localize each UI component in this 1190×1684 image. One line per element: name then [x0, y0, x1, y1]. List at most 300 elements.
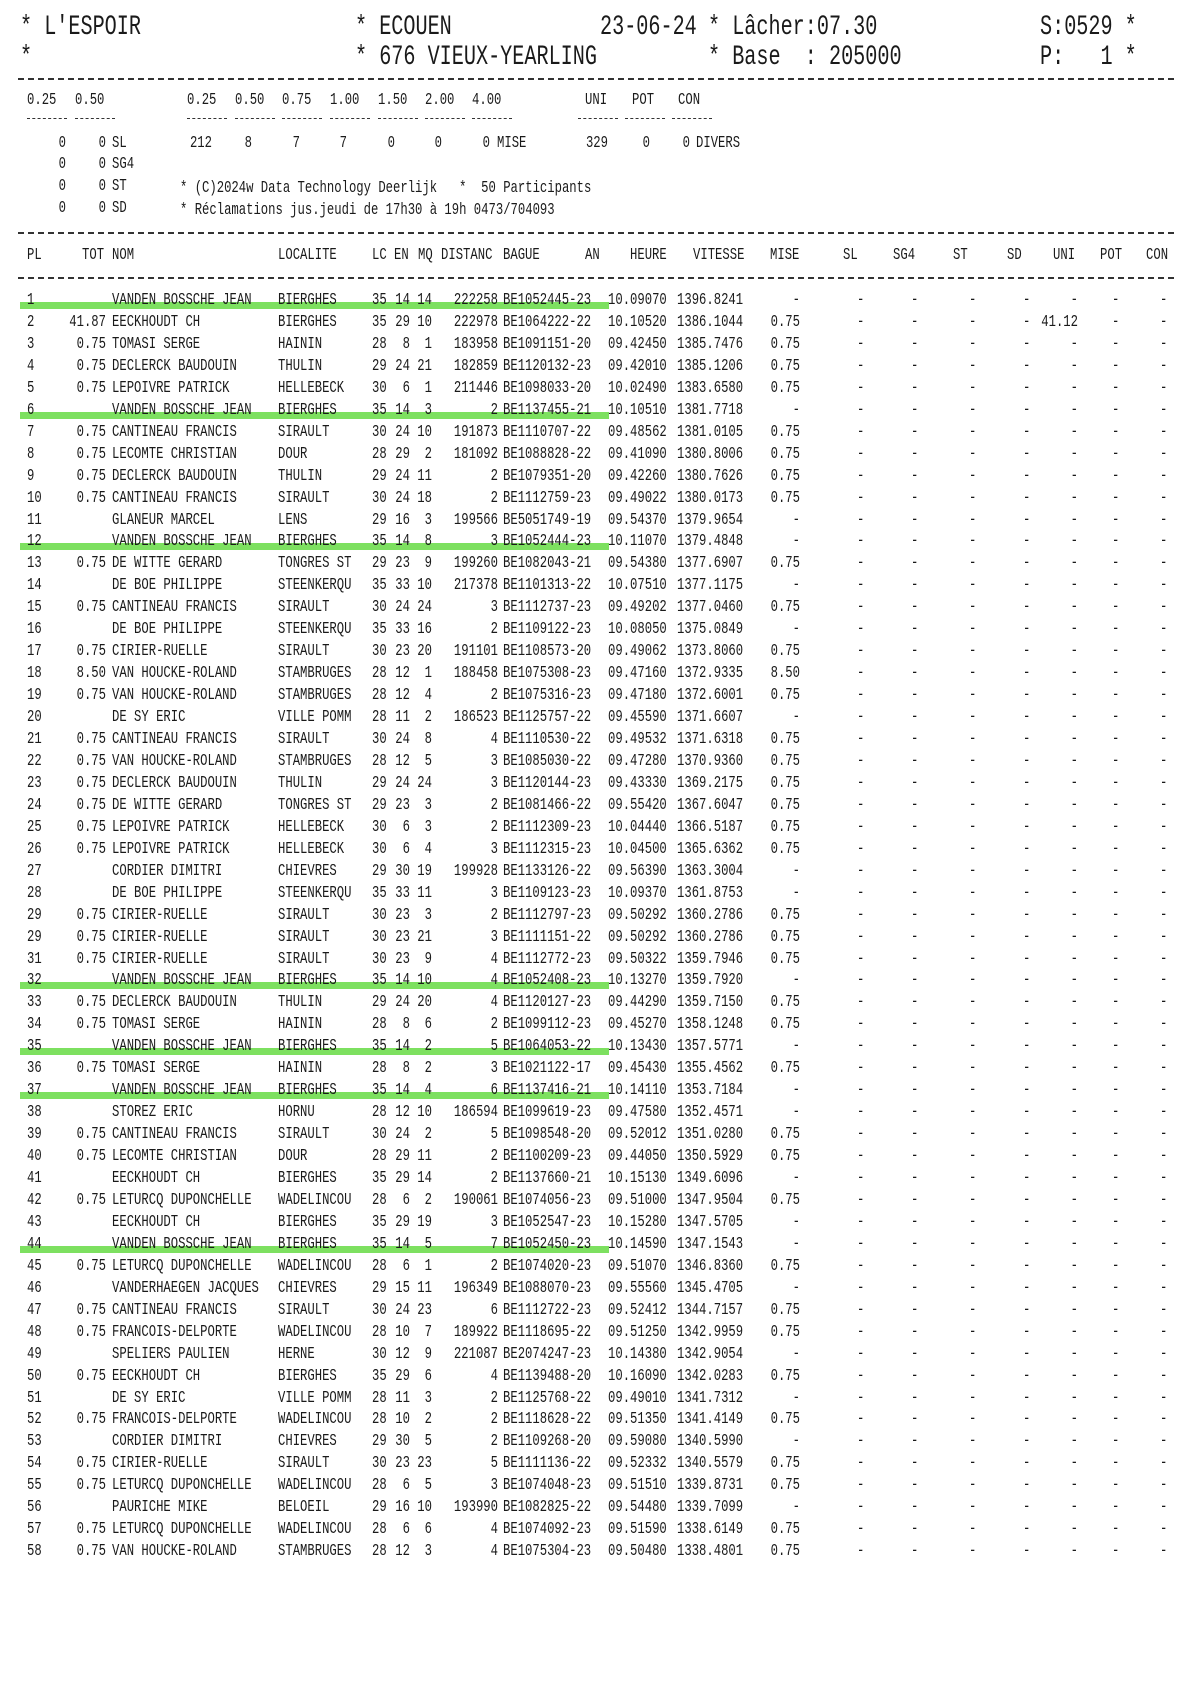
- col-nom: CIRIER-RUELLE: [112, 906, 208, 925]
- col-empty: -: [1160, 1213, 1168, 1232]
- col-en: 29: [395, 1213, 410, 1232]
- col-localite: BIERGHES: [278, 401, 337, 420]
- col-empty: -: [1160, 1432, 1168, 1451]
- col-nom: EECKHOUDT CH: [112, 313, 201, 332]
- col-mise: -: [792, 1235, 800, 1254]
- col-empty: -: [1160, 445, 1168, 464]
- col-empty: -: [911, 1081, 919, 1100]
- col-empty: -: [857, 906, 865, 925]
- col-bague: BE1112772-23: [503, 950, 592, 969]
- col-empty: -: [1112, 993, 1120, 1012]
- stake-value: 0: [58, 134, 66, 153]
- col-uni: -: [1070, 1542, 1078, 1561]
- col-mise: -: [792, 1037, 800, 1056]
- column-header: NOM: [112, 246, 135, 265]
- club-star: *: [20, 42, 33, 73]
- col-empty: -: [911, 708, 919, 727]
- col-empty: -: [1112, 1169, 1120, 1188]
- col-heure: 09.56390: [608, 862, 667, 881]
- col-heure: 10.10520: [608, 313, 667, 332]
- col-mq: 11: [417, 1147, 432, 1166]
- col-empty: -: [1023, 1498, 1031, 1517]
- col-mise: 0.75: [770, 1476, 800, 1495]
- col-mq: 5: [424, 1235, 432, 1254]
- col-empty: -: [1023, 1103, 1031, 1122]
- col-nom: TOMASI SERGE: [112, 1059, 201, 1078]
- col-heure: 10.13270: [608, 971, 667, 990]
- col-vitesse: 1365.6362: [677, 840, 744, 859]
- col-bague: BE1075316-23: [503, 686, 592, 705]
- col-empty: -: [1112, 1389, 1120, 1408]
- col-bague: BE1052547-23: [503, 1213, 592, 1232]
- col-bague: BE1112722-23: [503, 1301, 592, 1320]
- col-empty: -: [857, 1498, 865, 1517]
- col-pl: 23: [27, 774, 42, 793]
- col-empty: -: [857, 1323, 865, 1342]
- col-empty: -: [857, 1235, 865, 1254]
- col-tot: 0.75: [76, 1257, 106, 1276]
- col-lc: 35: [372, 576, 387, 595]
- col-empty: -: [1112, 1410, 1120, 1429]
- col-empty: -: [1023, 862, 1031, 881]
- col-empty: -: [911, 554, 919, 573]
- col-empty: -: [1160, 313, 1168, 332]
- col-empty: -: [1160, 1191, 1168, 1210]
- col-empty: -: [1023, 1542, 1031, 1561]
- col-pl: 55: [27, 1476, 42, 1495]
- col-nom: TOMASI SERGE: [112, 335, 201, 354]
- col-heure: 09.43330: [608, 774, 667, 793]
- col-empty: -: [1112, 642, 1120, 661]
- col-mise: 0.75: [770, 818, 800, 837]
- col-pl: 18: [27, 664, 42, 683]
- col-empty: -: [857, 1542, 865, 1561]
- col-en: 15: [395, 1279, 410, 1298]
- col-empty: -: [1160, 1037, 1168, 1056]
- column-header: LOCALITE: [278, 246, 337, 265]
- stake-header: POT: [632, 91, 655, 110]
- col-mq: 19: [417, 862, 432, 881]
- col-empty: -: [911, 445, 919, 464]
- col-empty: -: [969, 423, 977, 442]
- col-heure: 09.42260: [608, 467, 667, 486]
- col-distanc: 3: [490, 532, 498, 551]
- col-empty: -: [911, 1235, 919, 1254]
- col-empty: -: [857, 423, 865, 442]
- col-lc: 28: [372, 1257, 387, 1276]
- col-empty: -: [1160, 1498, 1168, 1517]
- col-empty: -: [1023, 1345, 1031, 1364]
- col-mq: 3: [424, 511, 432, 530]
- stake-label: SG4: [112, 155, 135, 174]
- header-divider: [18, 78, 1174, 80]
- col-bague: BE1101313-22: [503, 576, 592, 595]
- col-localite: SIRAULT: [278, 928, 330, 947]
- col-distanc: 217378: [453, 576, 498, 595]
- col-nom: LECOMTE CHRISTIAN: [112, 445, 237, 464]
- col-empty: -: [969, 1498, 977, 1517]
- col-empty: -: [1023, 818, 1031, 837]
- col-empty: -: [911, 401, 919, 420]
- col-tot: 0.75: [76, 1059, 106, 1078]
- col-empty: -: [969, 686, 977, 705]
- col-localite: STAMBRUGES: [278, 752, 352, 771]
- col-empty: -: [1112, 335, 1120, 354]
- col-localite: STAMBRUGES: [278, 664, 352, 683]
- col-uni: -: [1070, 971, 1078, 990]
- col-distanc: 3: [490, 840, 498, 859]
- col-vitesse: 1373.8060: [677, 642, 744, 661]
- col-bague: BE1112309-23: [503, 818, 592, 837]
- stake-header: 1.00: [330, 91, 360, 110]
- col-vitesse: 1342.9959: [677, 1323, 744, 1342]
- col-nom: CANTINEAU FRANCIS: [112, 423, 237, 442]
- col-vitesse: 1377.6907: [677, 554, 744, 573]
- col-mq: 3: [424, 818, 432, 837]
- col-empty: -: [911, 1367, 919, 1386]
- col-empty: -: [857, 818, 865, 837]
- col-empty: -: [1112, 1235, 1120, 1254]
- col-nom: LEPOIVRE PATRICK: [112, 840, 230, 859]
- col-distanc: 5: [490, 1037, 498, 1056]
- col-mise: 0.75: [770, 379, 800, 398]
- col-empty: -: [1112, 1103, 1120, 1122]
- col-empty: -: [1023, 993, 1031, 1012]
- col-mise: 0.75: [770, 554, 800, 573]
- column-header: SD: [1007, 246, 1022, 265]
- col-empty: -: [969, 576, 977, 595]
- col-lc: 30: [372, 1345, 387, 1364]
- col-lc: 30: [372, 379, 387, 398]
- col-mq: 5: [424, 752, 432, 771]
- club-name: * L'ESPOIR: [20, 12, 141, 43]
- col-vitesse: 1375.0849: [677, 620, 744, 639]
- col-nom: LECOMTE CHRISTIAN: [112, 1147, 237, 1166]
- col-pl: 47: [27, 1301, 42, 1320]
- col-pl: 22: [27, 752, 42, 771]
- col-distanc: 3: [490, 1213, 498, 1232]
- col-empty: -: [969, 993, 977, 1012]
- col-pl: 27: [27, 862, 42, 881]
- col-nom: DE BOE PHILIPPE: [112, 576, 223, 595]
- col-empty: -: [1160, 796, 1168, 815]
- col-mq: 2: [424, 1059, 432, 1078]
- col-localite: BELOEIL: [278, 1498, 330, 1517]
- col-vitesse: 1371.6318: [677, 730, 744, 749]
- divers-total: 0: [682, 134, 690, 153]
- col-empty: -: [969, 862, 977, 881]
- col-heure: 09.52332: [608, 1454, 667, 1473]
- col-empty: -: [969, 1279, 977, 1298]
- stake-underline: [378, 118, 418, 119]
- col-mise: 0.75: [770, 489, 800, 508]
- stake-header: 0.50: [75, 91, 105, 110]
- col-mq: 5: [424, 1432, 432, 1451]
- col-vitesse: 1381.0105: [677, 423, 744, 442]
- col-uni: -: [1070, 862, 1078, 881]
- copyright-line: * (C)2024w Data Technology Deerlijk * 50 Participants: [180, 179, 592, 198]
- col-vitesse: 1355.4562: [677, 1059, 744, 1078]
- stake-underline: [330, 118, 370, 119]
- col-uni: -: [1070, 840, 1078, 859]
- col-mise: 0.75: [770, 598, 800, 617]
- col-pl: 19: [27, 686, 42, 705]
- col-lc: 28: [372, 1147, 387, 1166]
- col-empty: -: [1160, 1410, 1168, 1429]
- col-empty: -: [857, 1345, 865, 1364]
- column-header: SL: [843, 246, 858, 265]
- col-tot: 0.75: [76, 1191, 106, 1210]
- col-lc: 28: [372, 752, 387, 771]
- col-empty: -: [969, 445, 977, 464]
- col-bague: BE1052408-23: [503, 971, 592, 990]
- col-empty: -: [1023, 1081, 1031, 1100]
- col-bague: BE1112737-23: [503, 598, 592, 617]
- col-mise: -: [792, 511, 800, 530]
- col-localite: STEENKERQU: [278, 884, 352, 903]
- col-empty: -: [1023, 291, 1031, 310]
- col-mq: 21: [417, 928, 432, 947]
- col-nom: VANDEN BOSSCHE JEAN: [112, 401, 252, 420]
- col-vitesse: 1372.6001: [677, 686, 744, 705]
- col-empty: -: [857, 467, 865, 486]
- col-bague: BE1074092-23: [503, 1520, 592, 1539]
- col-en: 29: [395, 1169, 410, 1188]
- col-empty: -: [1023, 906, 1031, 925]
- col-empty: -: [969, 532, 977, 551]
- col-pl: 57: [27, 1520, 42, 1539]
- col-heure: 09.55420: [608, 796, 667, 815]
- col-uni: -: [1070, 796, 1078, 815]
- col-heure: 09.51590: [608, 1520, 667, 1539]
- column-header: TOT: [82, 246, 105, 265]
- col-heure: 09.51510: [608, 1476, 667, 1495]
- mise-total: 212: [189, 134, 212, 153]
- col-nom: GLANEUR MARCEL: [112, 511, 215, 530]
- col-empty: -: [1112, 1454, 1120, 1473]
- col-distanc: 186523: [453, 708, 498, 727]
- col-lc: 35: [372, 401, 387, 420]
- col-empty: -: [1112, 467, 1120, 486]
- col-mq: 4: [424, 1081, 432, 1100]
- col-mq: 1: [424, 335, 432, 354]
- col-empty: -: [1112, 1213, 1120, 1232]
- col-mise: 0.75: [770, 906, 800, 925]
- col-uni: -: [1070, 401, 1078, 420]
- col-empty: -: [1023, 774, 1031, 793]
- col-nom: TOMASI SERGE: [112, 1015, 201, 1034]
- column-header: UNI: [1053, 246, 1076, 265]
- col-empty: -: [969, 1191, 977, 1210]
- col-mise: 0.75: [770, 1542, 800, 1561]
- col-empty: -: [1023, 664, 1031, 683]
- col-empty: -: [1160, 1476, 1168, 1495]
- col-en: 14: [395, 971, 410, 990]
- col-bague: BE1118695-22: [503, 1323, 592, 1342]
- col-empty: -: [857, 1213, 865, 1232]
- col-pl: 24: [27, 796, 42, 815]
- col-bague: BE1108573-20: [503, 642, 592, 661]
- col-tot: 0.75: [76, 554, 106, 573]
- col-heure: 09.51250: [608, 1323, 667, 1342]
- col-localite: HAININ: [278, 335, 323, 354]
- stake-header: 0.25: [187, 91, 217, 110]
- col-pl: 9: [27, 467, 35, 486]
- col-uni: -: [1070, 1191, 1078, 1210]
- col-heure: 09.49532: [608, 730, 667, 749]
- col-lc: 30: [372, 1125, 387, 1144]
- col-heure: 09.51350: [608, 1410, 667, 1429]
- col-distanc: 3: [490, 752, 498, 771]
- col-distanc: 2: [490, 1169, 498, 1188]
- col-mise: 0.75: [770, 1125, 800, 1144]
- col-uni: -: [1070, 1235, 1078, 1254]
- col-uni: -: [1070, 1432, 1078, 1451]
- col-localite: CHIEVRES: [278, 862, 337, 881]
- divers-total: 0: [642, 134, 650, 153]
- col-tot: 0.75: [76, 357, 106, 376]
- col-heure: 09.50292: [608, 928, 667, 947]
- col-empty: -: [1112, 730, 1120, 749]
- column-header: EN: [394, 246, 409, 265]
- col-distanc: 190061: [453, 1191, 498, 1210]
- column-header: BAGUE: [503, 246, 540, 265]
- col-heure: 09.45270: [608, 1015, 667, 1034]
- stake-underline: [578, 118, 618, 119]
- col-empty: -: [1160, 291, 1168, 310]
- col-mq: 2: [424, 1037, 432, 1056]
- col-lc: 35: [372, 1169, 387, 1188]
- stake-underline: [472, 118, 512, 119]
- claims-line: * Réclamations jus.jeudi de 17h30 à 19h 0473/704093: [180, 201, 555, 220]
- col-pl: 37: [27, 1081, 42, 1100]
- col-localite: BIERGHES: [278, 291, 337, 310]
- col-nom: CANTINEAU FRANCIS: [112, 598, 237, 617]
- col-lc: 35: [372, 1081, 387, 1100]
- col-pl: 36: [27, 1059, 42, 1078]
- col-empty: -: [911, 357, 919, 376]
- col-lc: 35: [372, 1235, 387, 1254]
- stake-underline: [282, 118, 322, 119]
- col-empty: -: [911, 1542, 919, 1561]
- col-localite: BIERGHES: [278, 971, 337, 990]
- col-empty: -: [911, 489, 919, 508]
- col-heure: 10.16090: [608, 1367, 667, 1386]
- col-empty: -: [969, 818, 977, 837]
- col-tot: 0.75: [76, 1125, 106, 1144]
- col-distanc: 4: [490, 1520, 498, 1539]
- col-tot: 0.75: [76, 379, 106, 398]
- col-en: 24: [395, 357, 410, 376]
- col-nom: DE WITTE GERARD: [112, 796, 223, 815]
- stake-header: CON: [678, 91, 701, 110]
- col-heure: 09.50292: [608, 906, 667, 925]
- col-mise: 0.75: [770, 993, 800, 1012]
- col-empty: -: [1023, 928, 1031, 947]
- col-mq: 10: [417, 1498, 432, 1517]
- col-heure: 09.42010: [608, 357, 667, 376]
- col-empty: -: [1023, 576, 1031, 595]
- col-heure: 10.15280: [608, 1213, 667, 1232]
- col-empty: -: [1112, 1191, 1120, 1210]
- col-mise: -: [792, 971, 800, 990]
- col-empty: -: [857, 1015, 865, 1034]
- col-pl: 28: [27, 884, 42, 903]
- col-tot: 0.75: [76, 993, 106, 1012]
- col-bague: BE1139488-20: [503, 1367, 592, 1386]
- col-tot: 0.75: [76, 445, 106, 464]
- col-empty: -: [1112, 1081, 1120, 1100]
- col-mise: 0.75: [770, 423, 800, 442]
- col-empty: -: [911, 511, 919, 530]
- col-empty: -: [1112, 1345, 1120, 1364]
- col-heure: 09.47280: [608, 752, 667, 771]
- col-uni: -: [1070, 1476, 1078, 1495]
- col-localite: SIRAULT: [278, 642, 330, 661]
- col-pl: 20: [27, 708, 42, 727]
- stake-header: 0.75: [282, 91, 312, 110]
- col-mise: -: [792, 862, 800, 881]
- col-localite: THULIN: [278, 774, 323, 793]
- col-distanc: 2: [490, 467, 498, 486]
- col-empty: -: [1112, 532, 1120, 551]
- col-mq: 3: [424, 1542, 432, 1561]
- col-vitesse: 1367.6047: [677, 796, 744, 815]
- col-mq: 8: [424, 730, 432, 749]
- col-uni: -: [1070, 598, 1078, 617]
- stake-value: 0: [98, 155, 106, 174]
- col-uni: -: [1070, 686, 1078, 705]
- col-heure: 09.54380: [608, 554, 667, 573]
- mise-total: 7: [339, 134, 347, 153]
- s-code: S:0529 *: [1040, 12, 1137, 43]
- col-empty: -: [969, 642, 977, 661]
- col-localite: THULIN: [278, 467, 323, 486]
- col-en: 23: [395, 928, 410, 947]
- col-empty: -: [857, 291, 865, 310]
- col-localite: SIRAULT: [278, 950, 330, 969]
- col-lc: 28: [372, 686, 387, 705]
- col-tot: 0.75: [76, 928, 106, 947]
- col-distanc: 4: [490, 950, 498, 969]
- mise-total: 0: [387, 134, 395, 153]
- stake-value: 0: [98, 199, 106, 218]
- col-empty: -: [911, 1389, 919, 1408]
- col-empty: -: [1160, 884, 1168, 903]
- col-empty: -: [969, 357, 977, 376]
- col-bague: BE1137660-21: [503, 1169, 592, 1188]
- col-distanc: 222258: [453, 291, 498, 310]
- col-distanc: 3: [490, 1476, 498, 1495]
- col-uni: -: [1070, 554, 1078, 573]
- col-empty: -: [1023, 1432, 1031, 1451]
- col-vitesse: 1396.8241: [677, 291, 744, 310]
- col-mise: 0.75: [770, 1015, 800, 1034]
- col-mq: 1: [424, 379, 432, 398]
- col-vitesse: 1372.9335: [677, 664, 744, 683]
- col-uni: -: [1070, 1345, 1078, 1364]
- col-nom: LEPOIVRE PATRICK: [112, 818, 230, 837]
- base-value: * Base : 205000: [708, 42, 902, 73]
- col-pl: 49: [27, 1345, 42, 1364]
- col-localite: BIERGHES: [278, 1037, 337, 1056]
- col-localite: SIRAULT: [278, 1125, 330, 1144]
- col-empty: -: [1112, 664, 1120, 683]
- col-tot: 0.75: [76, 1367, 106, 1386]
- col-en: 24: [395, 423, 410, 442]
- col-vitesse: 1366.5187: [677, 818, 744, 837]
- col-empty: -: [1112, 291, 1120, 310]
